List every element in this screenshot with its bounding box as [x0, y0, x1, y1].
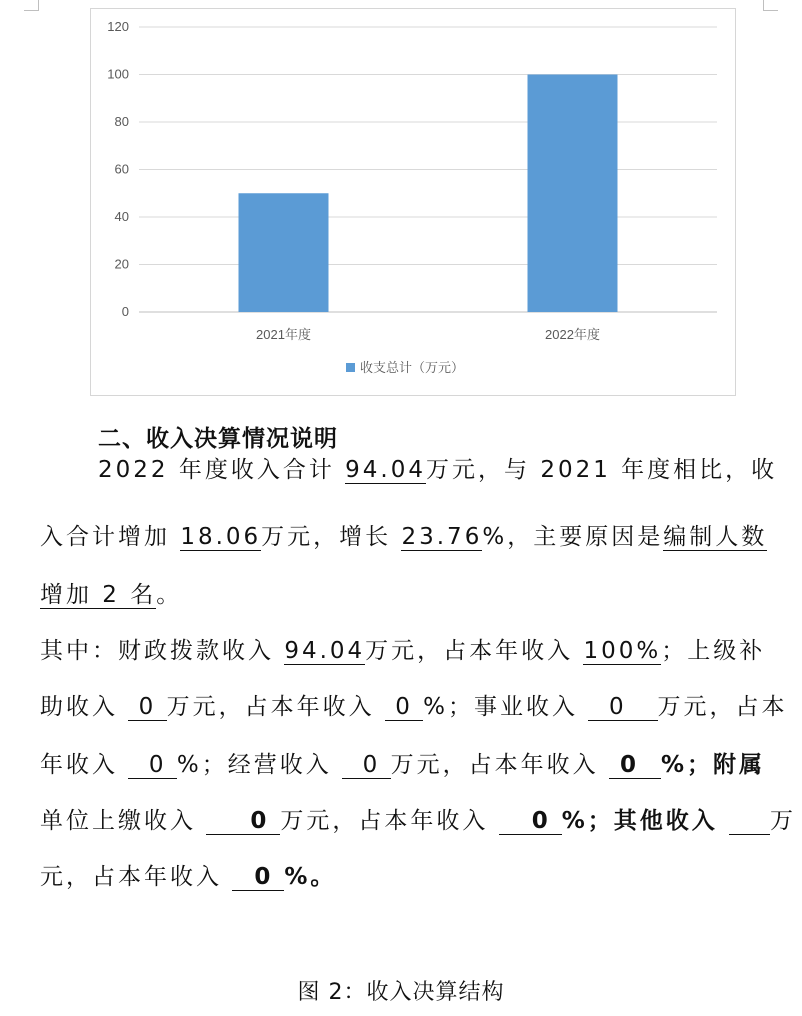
affiliated-pct-value: 0 — [498, 808, 562, 834]
business-pct-value: 0 — [128, 752, 177, 778]
upper-pct-value: 0 — [384, 694, 424, 720]
operating-pct-value: 0 — [608, 752, 661, 778]
y-tick-label: 80 — [114, 114, 129, 129]
x-tick-label: 2022年度 — [545, 327, 600, 342]
breakdown-line-5: 元，占本年收入 0 %。 — [40, 864, 337, 890]
bar-2 — [528, 75, 618, 313]
total-income-value: 94.04 — [345, 457, 427, 483]
income-chart — [90, 8, 736, 396]
breakdown-line-4: 单位上缴收入 0 万元，占本年收入 0 %；其他收入 万 — [40, 808, 797, 834]
fiscal-pct-value: 100% — [583, 638, 662, 664]
legend-swatch — [346, 363, 355, 372]
operating-amount-value: 0 — [342, 752, 391, 778]
other-pct-value: 0 — [232, 864, 285, 890]
y-tick-label: 20 — [114, 256, 129, 272]
bar-1 — [239, 193, 329, 312]
breakdown-line-2: 助收入 0 万元，占本年收入 0 %；事业收入 0 万元，占本 — [40, 694, 788, 720]
reason-text-b: 增加 2 名 — [40, 582, 157, 608]
y-tick-label: 120 — [107, 19, 129, 34]
upper-amount-value: 0 — [128, 694, 167, 720]
income-para-line-3: 增加 2 名。 — [40, 582, 183, 608]
income-para-line-1: 2022 年度收入合计 94.04万元，与 2021 年度相比，收 — [98, 457, 778, 483]
breakdown-line-3: 年收入 0 %；经营收入 0 万元，占本年收入 0 %；附属 — [40, 752, 766, 778]
corner-mark-right — [763, 0, 778, 11]
fiscal-amount-value: 94.04 — [284, 638, 366, 664]
y-tick-label: 0 — [121, 304, 129, 319]
breakdown-line-1: 其中：财政拨款收入 94.04万元，占本年收入 100%；上级补 — [40, 638, 766, 664]
y-tick-label: 40 — [114, 209, 129, 224]
other-amount-value — [729, 808, 770, 835]
growth-rate-value: 23.76 — [401, 524, 483, 550]
corner-mark-left — [24, 0, 39, 11]
section-heading: 二、收入决算情况说明 — [98, 426, 338, 452]
income-para-line-2: 入合计增加 18.06万元，增长 23.76%，主要原因是编制人数 — [40, 524, 768, 550]
affiliated-amount-value: 0 — [206, 808, 281, 834]
y-tick-label: 100 — [107, 66, 129, 82]
figure-caption: 图 2：收入决算结构 — [297, 980, 505, 1005]
business-amount-value: 0 — [588, 694, 658, 720]
y-tick-label: 60 — [114, 161, 129, 177]
legend-label: 收支总计（万元） — [360, 360, 465, 375]
increase-amount-value: 18.06 — [180, 524, 262, 550]
x-tick-label: 2021年度 — [256, 327, 311, 342]
reason-text-a: 编制人数 — [663, 524, 768, 550]
income-bar-chart — [91, 9, 735, 395]
